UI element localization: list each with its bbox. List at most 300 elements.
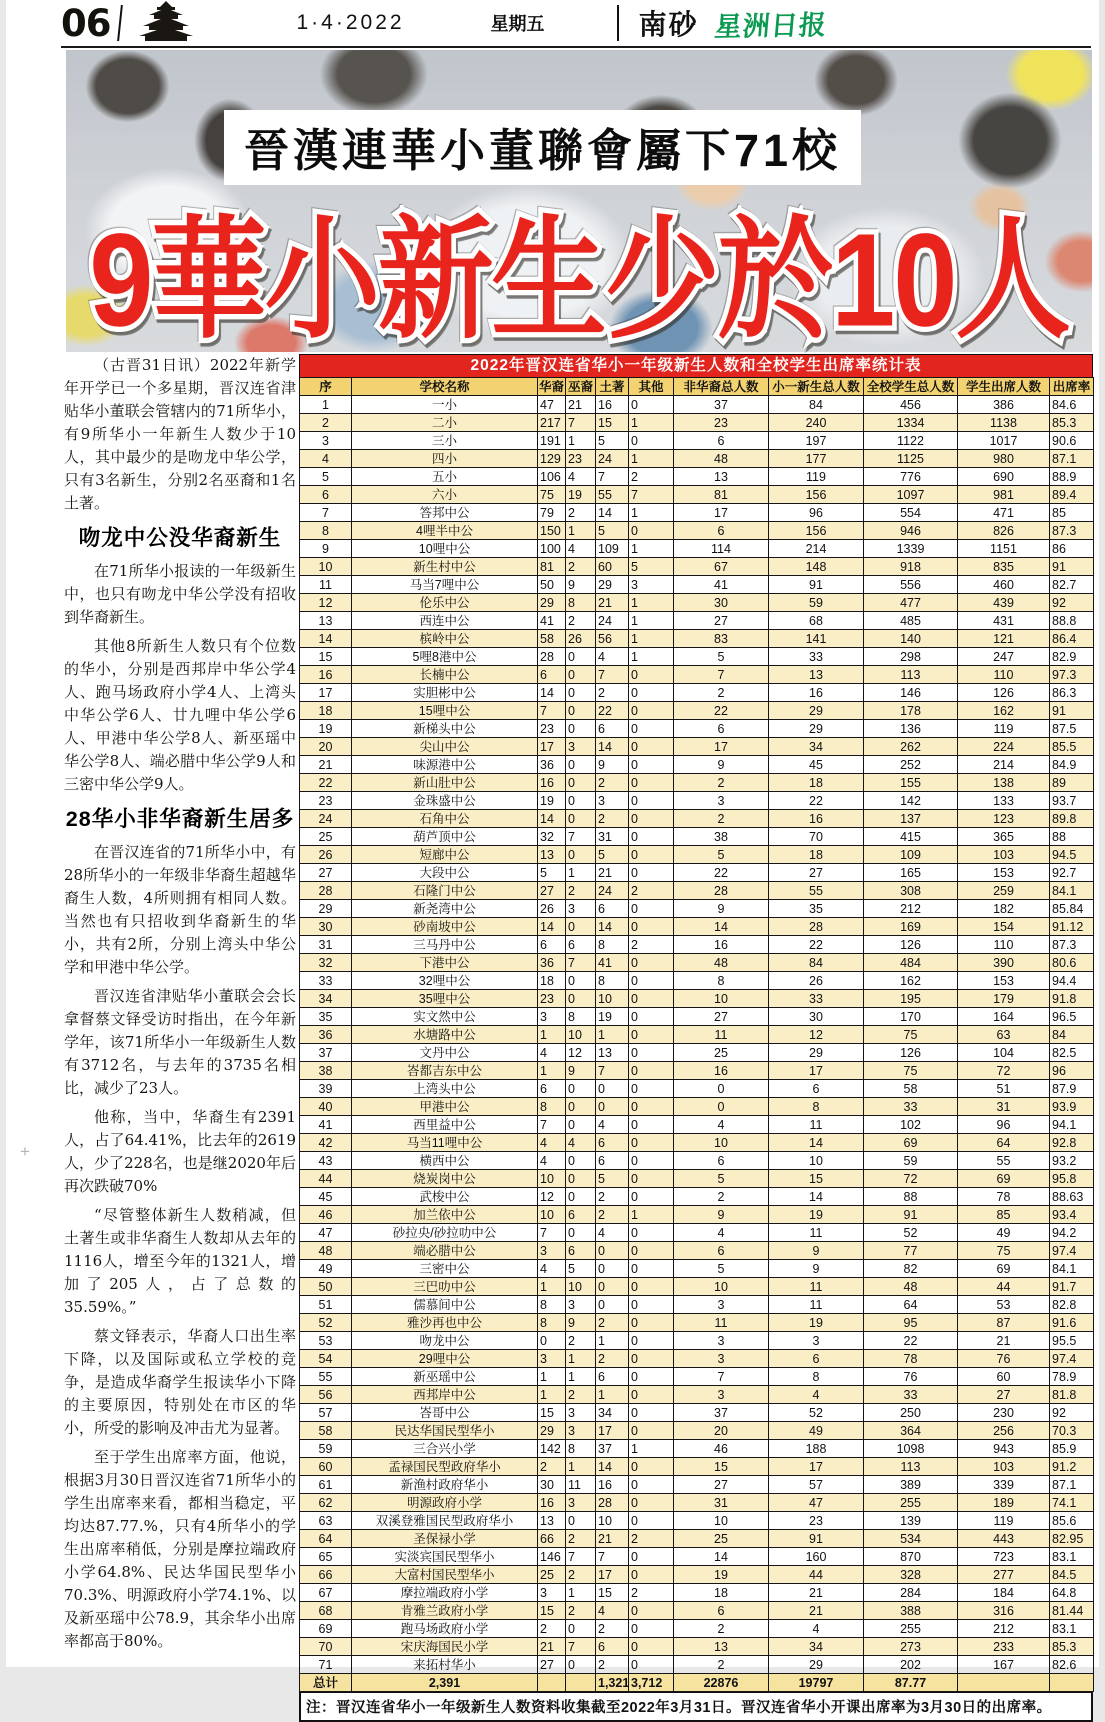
table-cell: 328 — [864, 1566, 958, 1584]
table-cell: 0 — [629, 756, 674, 774]
table-cell: 新渔村政府华小 — [352, 1476, 538, 1494]
table-cell: 146 — [864, 684, 958, 702]
table-cell: 212 — [864, 900, 958, 918]
table-cell: 0 — [629, 1242, 674, 1260]
table-cell: 97.3 — [1050, 666, 1094, 684]
table-cell: 90.6 — [1050, 432, 1094, 450]
table-cell: 21 — [596, 1530, 629, 1548]
table-cell: 峇哥中公 — [352, 1404, 538, 1422]
table-cell: 0 — [629, 774, 674, 792]
table-cell: 11 — [769, 1296, 864, 1314]
table-cell — [1050, 1674, 1094, 1692]
table-cell: 121 — [958, 630, 1050, 648]
table-cell: 六小 — [352, 486, 538, 504]
table-cell: 94.4 — [1050, 972, 1094, 990]
table-cell: 37 — [300, 1044, 352, 1062]
table-cell: 双溪登雅国民型政府华小 — [352, 1512, 538, 1530]
table-cell: 11 — [769, 1278, 864, 1296]
column-header: 学校名称 — [352, 378, 538, 396]
table-cell: 8 — [674, 972, 769, 990]
table-cell: 110 — [958, 936, 1050, 954]
table-cell: 89 — [1050, 774, 1094, 792]
table-cell: 60 — [596, 558, 629, 576]
table-cell: 0 — [629, 522, 674, 540]
table-cell: 0 — [674, 1080, 769, 1098]
table-cell: 58 — [538, 630, 566, 648]
table-cell: 7 — [596, 666, 629, 684]
table-cell: 82 — [864, 1260, 958, 1278]
table-cell: 96 — [958, 1116, 1050, 1134]
table-row — [300, 468, 1094, 486]
column-header: 土著 — [596, 378, 629, 396]
table-cell: 10 — [674, 1134, 769, 1152]
table-cell: 10 — [674, 990, 769, 1008]
table-cell: 1 — [538, 1368, 566, 1386]
table-cell: 35 — [769, 900, 864, 918]
table-cell: 1 — [629, 540, 674, 558]
table-cell — [566, 1674, 596, 1692]
table-row — [300, 738, 1094, 756]
table-cell: 34 — [769, 738, 864, 756]
table-cell: 87.3 — [1050, 936, 1094, 954]
table-cell: 肯雅兰政府小学 — [352, 1602, 538, 1620]
table-cell: 1 — [629, 594, 674, 612]
table-row — [300, 846, 1094, 864]
table-cell: 0 — [629, 432, 674, 450]
table-cell: 82.9 — [1050, 648, 1094, 666]
table-row — [300, 918, 1094, 936]
table-cell: 29 — [538, 1422, 566, 1440]
table-cell: 0 — [629, 1656, 674, 1674]
table-cell: 23 — [566, 450, 596, 468]
table-cell: 25 — [674, 1044, 769, 1062]
table-cell: 79 — [538, 504, 566, 522]
table-cell: 0 — [629, 1422, 674, 1440]
table-cell: 93.9 — [1050, 1098, 1094, 1116]
table-cell: 140 — [864, 630, 958, 648]
table-cell: 总计 — [300, 1674, 352, 1692]
table-cell: 17 — [769, 1458, 864, 1476]
table-cell: 70.3 — [1050, 1422, 1094, 1440]
table-cell: 0 — [566, 1656, 596, 1674]
table-cell: 1 — [596, 1332, 629, 1350]
table-cell: 21 — [958, 1332, 1050, 1350]
table-cell: 0 — [629, 846, 674, 864]
table-cell: 9 — [300, 540, 352, 558]
table-cell: 民达华国民型华小 — [352, 1422, 538, 1440]
table-cell: 37 — [596, 1440, 629, 1458]
table-cell: 6 — [674, 1242, 769, 1260]
table-cell: 0 — [566, 990, 596, 1008]
table-cell: 1098 — [864, 1440, 958, 1458]
table-row — [300, 522, 1094, 540]
table-cell: 191 — [538, 432, 566, 450]
table-row — [300, 1026, 1094, 1044]
table-cell: 75 — [864, 1026, 958, 1044]
table-cell: 4 — [596, 1224, 629, 1242]
table-cell: 44 — [300, 1170, 352, 1188]
table-cell: 284 — [864, 1584, 958, 1602]
table-cell: 247 — [958, 648, 1050, 666]
column-header: 全校学生总人数 — [864, 378, 958, 396]
table-cell: 10 — [566, 1026, 596, 1044]
table-cell: 1 — [538, 1062, 566, 1080]
table-cell: 29 — [596, 576, 629, 594]
table-cell: 277 — [958, 1566, 1050, 1584]
table-cell: 0 — [629, 1152, 674, 1170]
table-cell: 70 — [769, 828, 864, 846]
table-cell: 6 — [538, 666, 566, 684]
table-cell: 69 — [958, 1170, 1050, 1188]
table-cell: 179 — [958, 990, 1050, 1008]
table-cell: 2 — [566, 1602, 596, 1620]
article-subhead: 吻龙中公没华裔新生 — [78, 526, 282, 550]
table-cell: 实胆彬中公 — [352, 684, 538, 702]
table-cell: 85 — [1050, 504, 1094, 522]
table-cell: 7 — [300, 504, 352, 522]
table-row — [300, 1386, 1094, 1404]
table-cell: 53 — [958, 1296, 1050, 1314]
table-cell: 三马丹中公 — [352, 936, 538, 954]
table-cell: 2 — [629, 936, 674, 954]
table-cell: 9 — [596, 756, 629, 774]
table-cell: 4 — [674, 1224, 769, 1242]
table-cell: 0 — [629, 720, 674, 738]
table-cell: 砂拉央/砂拉叻中公 — [352, 1224, 538, 1242]
table-cell: 197 — [769, 432, 864, 450]
table-cell: 三小 — [352, 432, 538, 450]
table-cell: 69 — [864, 1134, 958, 1152]
table-cell: 84.5 — [1050, 1566, 1094, 1584]
article-body — [64, 354, 296, 1664]
table-cell: 91.8 — [1050, 990, 1094, 1008]
pagoda-icon — [137, 1, 195, 46]
table-cell: 1017 — [958, 432, 1050, 450]
table-row — [300, 666, 1094, 684]
table-cell: 316 — [958, 1602, 1050, 1620]
table-cell: 6 — [674, 432, 769, 450]
table-row — [300, 810, 1094, 828]
table-cell: 230 — [958, 1404, 1050, 1422]
table-cell: 38 — [674, 828, 769, 846]
page-number: 06 — [61, 1, 111, 45]
table-cell: 石角中公 — [352, 810, 538, 828]
table-cell: 8 — [538, 1314, 566, 1332]
table-cell: 4 — [300, 450, 352, 468]
table-cell: 3 — [596, 792, 629, 810]
table-cell: 1,321 — [596, 1674, 629, 1692]
table-cell: 27 — [538, 882, 566, 900]
table-cell: 97.4 — [1050, 1242, 1094, 1260]
main-headline: 9華小新生少於10人 — [89, 206, 1069, 354]
table-cell: 30 — [674, 594, 769, 612]
table-cell: 64 — [864, 1296, 958, 1314]
table-cell: 砂南坡中公 — [352, 918, 538, 936]
table-cell: 54 — [300, 1350, 352, 1368]
table-cell: 38 — [300, 1062, 352, 1080]
table-cell: 126 — [864, 936, 958, 954]
table-cell: 明源政府小学 — [352, 1494, 538, 1512]
table-cell: 51 — [300, 1296, 352, 1314]
table-cell: 15 — [538, 1602, 566, 1620]
table-cell: 776 — [864, 468, 958, 486]
table-cell: 1138 — [958, 414, 1050, 432]
table-cell: 0 — [566, 720, 596, 738]
table-row — [300, 1566, 1094, 1584]
table-cell: 0 — [566, 810, 596, 828]
table-cell: 石隆门中公 — [352, 882, 538, 900]
table-cell: 跑马场政府小学 — [352, 1620, 538, 1638]
table-cell: 946 — [864, 522, 958, 540]
table-cell: 48 — [864, 1278, 958, 1296]
table-cell: 5 — [629, 558, 674, 576]
table-cell: 1 — [629, 450, 674, 468]
table-cell: 41 — [538, 612, 566, 630]
table-cell: 2 — [596, 1620, 629, 1638]
table-cell: 2 — [566, 1530, 596, 1548]
table-cell: 70 — [300, 1638, 352, 1656]
table-cell: 9 — [769, 1260, 864, 1278]
table-cell: 2 — [538, 1620, 566, 1638]
table-cell: 0 — [566, 684, 596, 702]
article-paragraph: 在71所华小报读的一年级新生中，也只有吻龙中华公学没有招收到华裔新生。 — [64, 562, 296, 626]
table-cell: 252 — [864, 756, 958, 774]
table-row — [300, 1620, 1094, 1638]
table-cell: 41 — [674, 576, 769, 594]
table-cell: 84 — [769, 396, 864, 414]
table-row — [300, 486, 1094, 504]
table-cell: 2 — [596, 774, 629, 792]
article-paragraph: 他称，当中，华裔生有2391人，占了64.41%，比去年的2619人，少了228名，也是继2020年后再次跌破70% — [64, 1108, 296, 1195]
table-cell: 52 — [864, 1224, 958, 1242]
table-cell: 21 — [566, 396, 596, 414]
table-cell: 10 — [538, 1170, 566, 1188]
table-cell: 2 — [629, 882, 674, 900]
table-cell: 22 — [769, 936, 864, 954]
table-cell: 0 — [566, 972, 596, 990]
column-header: 小一新生总人数 — [769, 378, 864, 396]
table-cell: 西里益中公 — [352, 1116, 538, 1134]
table-cell: 20 — [300, 738, 352, 756]
table-cell: 7 — [674, 1368, 769, 1386]
table-cell: 6 — [596, 1638, 629, 1656]
table-cell: 100 — [538, 540, 566, 558]
table-cell: 75 — [864, 1062, 958, 1080]
table-row — [300, 1494, 1094, 1512]
table-cell: 圣保禄小学 — [352, 1530, 538, 1548]
table-cell — [958, 1674, 1050, 1692]
masthead-weekday: 星期五 — [490, 14, 545, 34]
table-cell: 0 — [629, 1476, 674, 1494]
table-cell: 298 — [864, 648, 958, 666]
table-cell: 34 — [596, 1404, 629, 1422]
table-cell: 长楠中公 — [352, 666, 538, 684]
fold-mark: + — [20, 1142, 30, 1161]
statistics-table — [299, 377, 1094, 1692]
table-cell: 9 — [566, 576, 596, 594]
table-row — [300, 648, 1094, 666]
table-cell: 13 — [538, 1512, 566, 1530]
table-cell: 0 — [629, 1620, 674, 1638]
table-row — [300, 1368, 1094, 1386]
table-cell: 240 — [769, 414, 864, 432]
table-cell: 85.3 — [1050, 414, 1094, 432]
table-cell: 3 — [566, 1404, 596, 1422]
table-cell: 59 — [300, 1440, 352, 1458]
table-cell: 95.5 — [1050, 1332, 1094, 1350]
table-cell: 23 — [769, 1512, 864, 1530]
table-cell: 6 — [674, 720, 769, 738]
table-cell: 7 — [538, 702, 566, 720]
table-cell: 2 — [596, 810, 629, 828]
table-cell: 0 — [629, 1062, 674, 1080]
table-cell: 22 — [864, 1332, 958, 1350]
table-cell: 177 — [769, 450, 864, 468]
table-cell: 7 — [629, 486, 674, 504]
table-cell: 27 — [769, 864, 864, 882]
table-cell: 0 — [629, 666, 674, 684]
table-cell: 2 — [596, 1656, 629, 1674]
table-row — [300, 1458, 1094, 1476]
table-cell: 2 — [566, 1332, 596, 1350]
table-cell: 金珠盛中公 — [352, 792, 538, 810]
table-cell: 15 — [596, 414, 629, 432]
table-cell: 27 — [674, 1476, 769, 1494]
table-row — [300, 432, 1094, 450]
table-cell: 104 — [958, 1044, 1050, 1062]
table-cell: 2 — [596, 684, 629, 702]
column-header: 序 — [300, 378, 352, 396]
table-cell: 12 — [538, 1188, 566, 1206]
table-cell: 48 — [674, 450, 769, 468]
table-cell: 137 — [864, 810, 958, 828]
table-row — [300, 1062, 1094, 1080]
table-cell: 3 — [674, 1386, 769, 1404]
table-cell: 18 — [769, 846, 864, 864]
table-row — [300, 702, 1094, 720]
table-row — [300, 1098, 1094, 1116]
table-cell: 1 — [596, 1026, 629, 1044]
table-cell: 13 — [300, 612, 352, 630]
table-cell: 0 — [629, 1332, 674, 1350]
table-cell: 148 — [769, 558, 864, 576]
table-cell: 96.5 — [1050, 1008, 1094, 1026]
table-cell: 19 — [566, 486, 596, 504]
table-row — [300, 1476, 1094, 1494]
table-cell: 6 — [674, 522, 769, 540]
table-cell: 6 — [674, 1152, 769, 1170]
table-cell: 6 — [674, 1602, 769, 1620]
table-row — [300, 774, 1094, 792]
table-cell: 葫芦顶中公 — [352, 828, 538, 846]
table-cell: 55 — [769, 882, 864, 900]
table-cell: 4 — [596, 1116, 629, 1134]
table-row — [300, 1080, 1094, 1098]
table-cell — [538, 1674, 566, 1692]
table-cell: 14 — [596, 504, 629, 522]
table-cell: 0 — [629, 1494, 674, 1512]
table-cell: 155 — [864, 774, 958, 792]
table-cell: 91.12 — [1050, 918, 1094, 936]
table-cell: 0 — [596, 1098, 629, 1116]
table-cell: 214 — [958, 756, 1050, 774]
table-cell: 16 — [538, 1494, 566, 1512]
table-cell: 0 — [566, 846, 596, 864]
table-cell: 918 — [864, 558, 958, 576]
table-cell: 5哩8港中公 — [352, 648, 538, 666]
table-cell: 16 — [674, 936, 769, 954]
table-cell: 250 — [864, 1404, 958, 1422]
table-row — [300, 1404, 1094, 1422]
table-cell: 6 — [538, 1080, 566, 1098]
table-row — [300, 576, 1094, 594]
table-cell: 4 — [596, 648, 629, 666]
table-cell: 86 — [1050, 540, 1094, 558]
table-cell: 武梭中公 — [352, 1188, 538, 1206]
table-cell: 16 — [300, 666, 352, 684]
table-cell: 72 — [958, 1062, 1050, 1080]
table-cell: 142 — [538, 1440, 566, 1458]
table-cell: 17 — [769, 1062, 864, 1080]
table-row — [300, 1152, 1094, 1170]
table-cell: 26 — [566, 630, 596, 648]
table-cell: 870 — [864, 1548, 958, 1566]
table-cell: 103 — [958, 846, 1050, 864]
table-cell: 大富村国民型华小 — [352, 1566, 538, 1584]
table-cell: 2 — [596, 1314, 629, 1332]
table-cell: 308 — [864, 882, 958, 900]
table-cell: 1 — [566, 1368, 596, 1386]
table-cell: 27 — [674, 1008, 769, 1026]
table-cell: 0 — [566, 1098, 596, 1116]
table-cell: 164 — [958, 1008, 1050, 1026]
table-cell: 92 — [1050, 594, 1094, 612]
table-cell: 69 — [958, 1260, 1050, 1278]
table-cell: 97.4 — [1050, 1350, 1094, 1368]
table-cell: 加兰依中公 — [352, 1206, 538, 1224]
table-cell: 63 — [958, 1026, 1050, 1044]
table-cell: 142 — [864, 792, 958, 810]
table-cell: 味源港中公 — [352, 756, 538, 774]
table-row — [300, 612, 1094, 630]
table-cell: 孟禄国民型政府华小 — [352, 1458, 538, 1476]
masthead-divider — [117, 5, 123, 41]
table-total-row — [300, 1674, 1094, 1692]
table-cell: 2 — [674, 810, 769, 828]
table-cell: 19797 — [769, 1674, 864, 1692]
table-cell: 5 — [596, 846, 629, 864]
table-cell: 113 — [864, 666, 958, 684]
table-cell: 上湾头中公 — [352, 1080, 538, 1098]
table-row — [300, 1602, 1094, 1620]
table-cell: 48 — [300, 1242, 352, 1260]
table-cell: 五小 — [352, 468, 538, 486]
table-cell: 0 — [566, 1080, 596, 1098]
table-cell: 0 — [566, 1620, 596, 1638]
table-row — [300, 1332, 1094, 1350]
table-cell: 36 — [538, 954, 566, 972]
table-cell: 119 — [958, 1512, 1050, 1530]
table-cell: 11 — [566, 1476, 596, 1494]
table-cell: 15哩中公 — [352, 702, 538, 720]
table-cell: 32 — [538, 828, 566, 846]
table-cell: 1 — [566, 864, 596, 882]
table-cell: 4 — [769, 1620, 864, 1638]
table-cell: 46 — [300, 1206, 352, 1224]
table-cell: 三合兴小学 — [352, 1440, 538, 1458]
table-cell: 136 — [864, 720, 958, 738]
table-cell: 9 — [674, 1206, 769, 1224]
